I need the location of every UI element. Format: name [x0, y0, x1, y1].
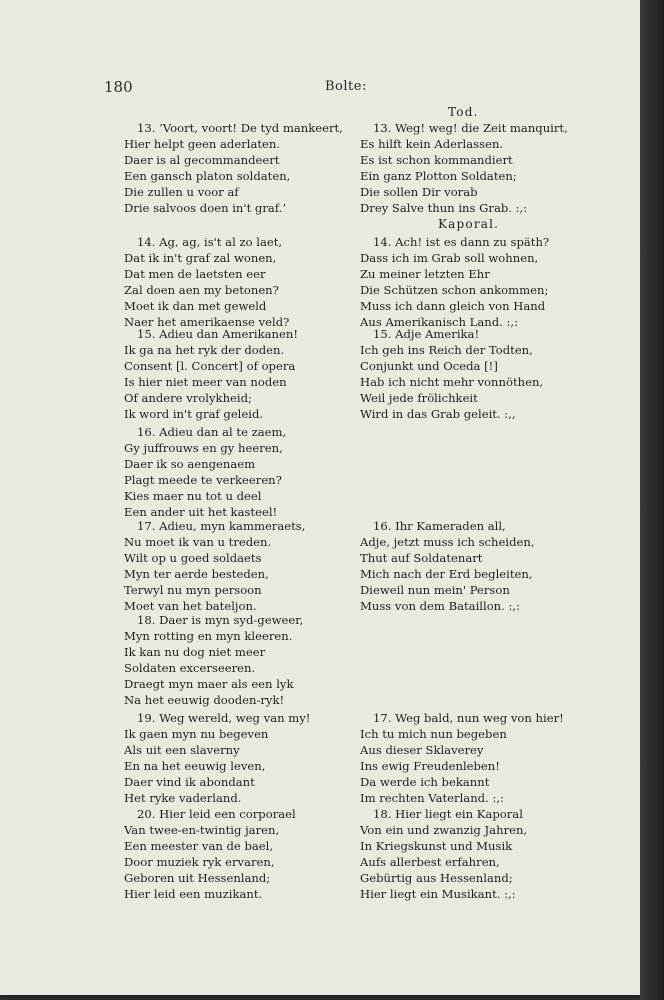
verse-line: Kies maer nu tot u deel [124, 489, 262, 503]
right-stanza-16 [360, 518, 590, 614]
verse-line: En na het eeuwig leven, [124, 759, 266, 773]
verse-line: Myn ter aerde besteden, [124, 567, 269, 581]
verse-line: Terwyl nu myn persoon [124, 583, 262, 597]
verse-line: 13. ‘Voort, voort! De tyd mankeert, [137, 121, 343, 135]
verse-line: Nu moet ik van u treden. [124, 535, 272, 549]
verse-line: Die sollen Dir vorab [360, 185, 478, 199]
verse-line: Wilt op u goed soldaets [124, 551, 262, 565]
verse-line: Daer vind ik abondant [124, 775, 255, 789]
verse-line: Die Schützen schon ankommen; [360, 283, 549, 297]
verse-line: Weil jede frölichkeit [360, 391, 478, 405]
verse-line: Moet ik dan met geweld [124, 299, 267, 313]
verse-line: 16. Adieu dan al te zaem, [137, 425, 287, 439]
left-stanza-18 [124, 612, 354, 708]
verse-line: 20. Hier leid een corporael [137, 807, 296, 821]
verse-line: Hab ich nicht mehr vonnöthen, [360, 375, 544, 389]
page-header [0, 78, 640, 98]
verse-line: Gebürtig aus Hessenland; [360, 871, 513, 885]
verse-line: Ik word in't graf geleid. [124, 407, 264, 421]
verse-line: 17. Adieu, myn kammeraets, [137, 519, 306, 533]
verse-line: Adje, jetzt muss ich scheiden, [360, 535, 535, 549]
running-head: Bolte: [325, 79, 367, 94]
speaker-heading-kaporal: Kaporal. [438, 217, 500, 231]
left-stanza-13 [124, 120, 354, 216]
left-stanza-14 [124, 234, 354, 330]
verse-line: Daer ik so aengenaem [124, 457, 256, 471]
verse-line: Ein ganz Plotton Soldaten; [360, 169, 517, 183]
verse-line: Naer het amerikaense veld? [124, 315, 290, 329]
verse-line: 17. Weg bald, nun weg von hier! [373, 711, 564, 725]
verse-line: 18. Hier liegt ein Kaporal [373, 807, 523, 821]
verse-line: Von ein und zwanzig Jahren, [360, 823, 528, 837]
verse-line: Ik kan nu dog niet meer [124, 645, 266, 659]
verse-line: Ik gaen myn nu begeven [124, 727, 269, 741]
verse-line: Aufs allerbest erfahren, [360, 855, 500, 869]
verse-line: Van twee-en-twintig jaren, [124, 823, 280, 837]
verse-line: Of andere vrolykheid; [124, 391, 252, 405]
speaker-heading-tod: Tod. [448, 105, 479, 119]
verse-line: Zal doen aen my betonen? [124, 283, 279, 297]
verse-line: In Kriegskunst und Musik [360, 839, 513, 853]
verse-line: Geboren uit Hessenland; [124, 871, 271, 885]
verse-line: Moet van het bateljon. [124, 599, 257, 613]
verse-line: Ich tu mich nun begeben [360, 727, 507, 741]
verse-line: Conjunkt und Oceda [!] [360, 359, 498, 373]
verse-line: Na het eeuwig dooden-ryk! [124, 693, 285, 707]
verse-line: Draegt myn maer als een lyk [124, 677, 294, 691]
verse-line: Hier helpt geen aderlaten. [124, 137, 281, 151]
verse-line: Hier leid een muzikant. [124, 887, 263, 901]
right-stanza-17 [360, 710, 590, 806]
verse-line: Zu meiner letzten Ehr [360, 267, 490, 281]
verse-line: Dat men de laetsten eer [124, 267, 266, 281]
left-stanza-17 [124, 518, 354, 614]
verse-line: Soldaten excerseeren. [124, 661, 256, 675]
verse-line: 14. Ag, ag, is't al zo laet, [137, 235, 283, 249]
left-stanza-20 [124, 806, 354, 902]
verse-line: 13. Weg! weg! die Zeit manquirt, [373, 121, 568, 135]
verse-line: Dieweil nun mein' Person [360, 583, 510, 597]
verse-line: Aus Amerikanisch Land. :,: [360, 315, 519, 329]
verse-line: Die zullen u voor af [124, 185, 239, 199]
verse-line: Dass ich im Grab soll wohnen, [360, 251, 539, 265]
verse-line: Dat ik in't graf zal wonen, [124, 251, 277, 265]
right-stanza-18 [360, 806, 590, 902]
left-stanza-15 [124, 326, 354, 422]
verse-line: Ik ga na het ryk der doden. [124, 343, 285, 357]
verse-line: Hier liegt ein Musikant. :,: [360, 887, 516, 901]
verse-line: 15. Adieu dan Amerikanen! [137, 327, 298, 341]
left-stanza-19 [124, 710, 354, 806]
verse-line: Muss ich dann gleich von Hand [360, 299, 546, 313]
verse-line: Drey Salve thun ins Grab. :,: [360, 201, 528, 215]
page-number: 180 [104, 78, 133, 96]
verse-line: Ins ewig Freudenleben! [360, 759, 500, 773]
verse-line: 19. Weg wereld, weg van my! [137, 711, 311, 725]
verse-line: Een gansch platon soldaten, [124, 169, 291, 183]
verse-line: Een meester van de bael, [124, 839, 274, 853]
verse-line: Thut auf Soldatenart [360, 551, 483, 565]
right-stanza-13 [360, 120, 590, 216]
verse-line: Consent [l. Concert] of opera [124, 359, 296, 373]
verse-line: Is hier niet meer van noden [124, 375, 287, 389]
verse-line: Es hilft kein Aderlassen. [360, 137, 504, 151]
verse-line: Als uit een slaverny [124, 743, 240, 757]
verse-line: Muss von dem Bataillon. :,: [360, 599, 521, 613]
verse-line: Plagt meede te verkeeren? [124, 473, 282, 487]
verse-line: Im rechten Vaterland. :,: [360, 791, 504, 805]
right-stanza-15 [360, 326, 590, 422]
right-stanza-14 [360, 234, 590, 330]
verse-line: Da werde ich bekannt [360, 775, 490, 789]
verse-line: Het ryke vaderland. [124, 791, 242, 805]
verse-line: 15. Adje Amerika! [373, 327, 480, 341]
verse-line: Wird in das Grab geleit. :,, [360, 407, 516, 421]
verse-line: Door muziek ryk ervaren, [124, 855, 275, 869]
verse-line: Aus dieser Sklaverey [360, 743, 484, 757]
verse-line: Myn rotting en myn kleeren. [124, 629, 293, 643]
verse-line: Drie salvoos doen in't graf.’ [124, 201, 287, 215]
verse-line: Mich nach der Erd begleiten, [360, 567, 533, 581]
left-stanza-16 [124, 424, 354, 520]
verse-line: 18. Daer is myn syd-geweer, [137, 613, 304, 627]
scan-edge [640, 0, 664, 1000]
verse-line: Daer is al gecommandeert [124, 153, 280, 167]
verse-line: 14. Ach! ist es dann zu späth? [373, 235, 550, 249]
verse-line: Een ander uit het kasteel! [124, 505, 278, 519]
verse-line: 16. Ihr Kameraden all, [373, 519, 506, 533]
verse-line: Ich geh ins Reich der Todten, [360, 343, 533, 357]
verse-line: Es ist schon kommandiert [360, 153, 513, 167]
verse-line: Gy juffrouws en gy heeren, [124, 441, 283, 455]
